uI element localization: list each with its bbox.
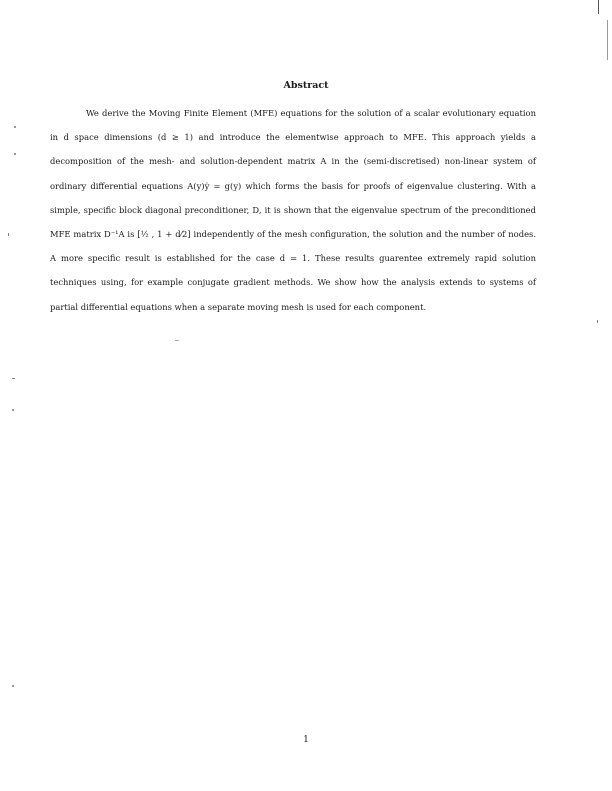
page-number: 1 [303, 735, 309, 745]
abstract-paragraph: We derive the Moving Finite Element (MFE) equations for the solution of a scalar evolutionary equation in d space dimensions (d ≥ 1) and introduce the elementwise approach to MFE. This approach yields a decomposition of the mesh- and solution-dependent matrix A in the (semi-discretised) non-linear system of ordinary differential equations A(y)ẏ = g(y) which forms the basis for proofs of eigenvalue clustering. With a simple, specific block diagonal preconditioner, D, it is shown that the eigenvalue spectrum of the preconditioned MFE matrix D⁻¹A is [½ , 1 + d⁄2] independently of the mesh configuration, the solution and the number of nodes. A more specific result is established for the case d = 1. These results guarentee extremely rapid solution techniques using, for example conjugate gradient methods. We show how the analysis extends to systems of partial differential equations when a separate moving mesh is used for each component. [50, 108, 536, 312]
scan-speck [14, 153, 16, 155]
scan-speck [597, 320, 598, 323]
scan-speck [12, 409, 14, 411]
scan-edge-mark [607, 20, 608, 60]
scan-speck [175, 340, 179, 341]
scan-speck [8, 233, 9, 236]
scan-speck [14, 126, 16, 128]
scan-speck [12, 685, 14, 687]
abstract-body [50, 101, 536, 319]
abstract-heading: Abstract [283, 80, 329, 91]
scan-edge-mark [598, 0, 599, 14]
scan-speck [12, 378, 15, 379]
